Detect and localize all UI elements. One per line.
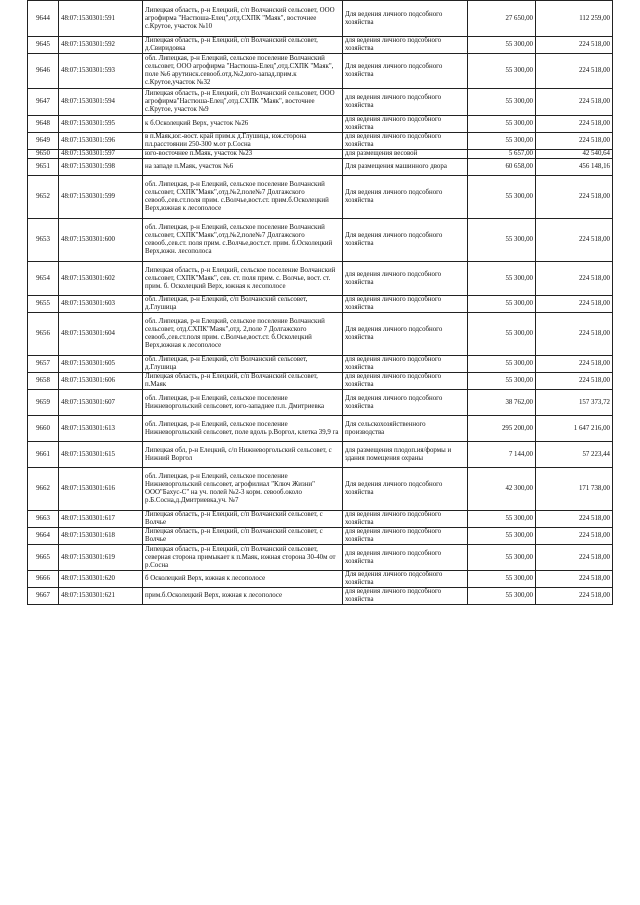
address-cell: обл. Липецкая, р-н Елецкий, сельское поселение Волчанский сельсовет, СХПК"Маяк",отд.№2,поле№7 Долгажского севооб.,сев.ст. поля прим. с.Волчье,вост.ст. прим. б.Осколецкий Верх,южн. лесополоса [143,219,343,262]
cadastral-value-cell: 224 518,00 [536,571,613,588]
permitted-use-cell: для ведения личного подсобного хозяйства [343,296,468,313]
cadastral-number-cell: 48:07:1530301:605 [59,356,143,373]
cadastral-value-cell: 42 540,64 [536,150,613,159]
area-cell: 55 300,00 [468,571,536,588]
cadastral-number-cell: 48:07:1530301:597 [59,150,143,159]
area-cell: 55 300,00 [468,511,536,528]
cadastral-value-cell: 224 518,00 [536,133,613,150]
table-row [28,356,613,373]
area-cell: 42 300,00 [468,468,536,511]
permitted-use-cell: для ведения личного подсобного хозяйства [343,37,468,54]
row-number-cell: 9645 [28,37,59,54]
cadastral-number-cell: 48:07:1530301:620 [59,571,143,588]
cadastral-number-cell: 48:07:1530301:602 [59,262,143,296]
address-cell: Липецкая область, р-н Елецкий, сельское поселение Волчанский сельсовет, СХПК"Маяк", сев. ст. поля прим. с. Волчье, вост. ст. прим. б. Осколецкий Верх, южная к лесополосе [143,262,343,296]
area-cell: 55 300,00 [468,116,536,133]
area-cell: 55 300,00 [468,133,536,150]
row-number-cell: 9663 [28,511,59,528]
table-row [28,176,613,219]
address-cell: на западе п.Маяк, участок №6 [143,159,343,176]
row-number-cell: 9648 [28,116,59,133]
table-row [28,133,613,150]
table-row [28,262,613,296]
permitted-use-cell: Для ведения личного подсобного хозяйства [343,219,468,262]
table-row [28,528,613,545]
area-cell: 55 300,00 [468,588,536,605]
row-number-cell: 9656 [28,313,59,356]
area-cell: 55 300,00 [468,356,536,373]
area-cell: 55 300,00 [468,89,536,116]
row-number-cell: 9664 [28,528,59,545]
cadastral-value-cell: 57 223,44 [536,442,613,468]
cadastral-number-cell: 48:07:1530301:618 [59,528,143,545]
table-row [28,219,613,262]
area-cell: 55 300,00 [468,313,536,356]
table-body [28,1,613,605]
row-number-cell: 9655 [28,296,59,313]
row-number-cell: 9659 [28,390,59,416]
cadastral-value-cell: 224 518,00 [536,37,613,54]
permitted-use-cell: Для ведения личного подсобного хозяйства [343,571,468,588]
area-cell: 5 657,00 [468,150,536,159]
cadastral-number-cell: 48:07:1530301:615 [59,442,143,468]
row-number-cell: 9665 [28,545,59,571]
cadastral-value-cell: 456 148,16 [536,159,613,176]
permitted-use-cell: для ведения личного подсобного хозяйства [343,89,468,116]
address-cell: обл. Липецкая, р-н Елецкий, сельское поселение Нижневоргольский сельсовет, поле вдоль р.Воргол, клетка 39,9 га [143,416,343,442]
row-number-cell: 9653 [28,219,59,262]
address-cell: Липецкая область, р-н Елецкий, с/п Волчанский сельсовет, северная сторона примыкает к п.Маяк, южная сторона 30-40м от р.Сосна [143,545,343,571]
table-row [28,416,613,442]
table-row [28,571,613,588]
cadastral-number-cell: 48:07:1530301:593 [59,54,143,89]
cadastral-number-cell: 48:07:1530301:595 [59,116,143,133]
row-number-cell: 9649 [28,133,59,150]
cadastral-number-cell: 48:07:1530301:621 [59,588,143,605]
row-number-cell: 9662 [28,468,59,511]
permitted-use-cell: для ведения личного подсобного хозяйства [343,133,468,150]
permitted-use-cell: для размещения плодоп.ия/формы и здания помещения охраны [343,442,468,468]
address-cell: к б.Осколецкий Верх, участок №26 [143,116,343,133]
row-number-cell: 9657 [28,356,59,373]
address-cell: Липецкая область, р-н Елецкий, с/п Волчанский сельсовет, ООО агрофирма"Настюша-Елец",отд.СХПК "Маяк", восточнее с.Крутое, участок №9 [143,89,343,116]
permitted-use-cell: Для ведения личного подсобного хозяйства [343,468,468,511]
cadastral-value-cell: 224 518,00 [536,511,613,528]
area-cell: 55 300,00 [468,262,536,296]
area-cell: 60 658,00 [468,159,536,176]
area-cell: 55 300,00 [468,296,536,313]
cadastral-number-cell: 48:07:1530301:603 [59,296,143,313]
cadastral-value-cell: 224 518,00 [536,262,613,296]
cadastral-value-cell: 224 518,00 [536,54,613,89]
cadastral-number-cell: 48:07:1530301:619 [59,545,143,571]
permitted-use-cell: для ведения личного подсобного хозяйства [343,356,468,373]
cadastral-number-cell: 48:07:1530301:599 [59,176,143,219]
row-number-cell: 9651 [28,159,59,176]
area-cell: 55 300,00 [468,54,536,89]
address-cell: Липецкая область, р-н Елецкий, с/п Волчанский сельсовет, ООО агрофирма "Настюша-Елец",отд.СХПК "Маяк", восточнее с.Крутое, участок №10 [143,1,343,37]
address-cell: обл. Липецкая, р-н Елецкий, сельское поселение Нижневоргольский сельсовет, юго-западнее п.п. Дмитриевка [143,390,343,416]
cadastral-number-cell: 48:07:1530301:591 [59,1,143,37]
cadastral-number-cell: 48:07:1530301:613 [59,416,143,442]
permitted-use-cell: для ведения личного подсобного хозяйства [343,528,468,545]
table-row [28,296,613,313]
row-number-cell: 9644 [28,1,59,37]
permitted-use-cell: Для ведения личного подсобного хозяйства [343,313,468,356]
cadastral-number-cell: 48:07:1530301:598 [59,159,143,176]
address-cell: обл. Липецкая, р-н Елецкий, с/п Волчанский сельсовет, д.Глушица [143,356,343,373]
row-number-cell: 9660 [28,416,59,442]
permitted-use-cell: Для ведения личного подсобного хозяйства [343,1,468,37]
cadastral-value-cell: 171 738,00 [536,468,613,511]
cadastral-value-cell: 112 259,00 [536,1,613,37]
table-row [28,54,613,89]
address-cell: юго-восточнее п.Маяк, участок №23 [143,150,343,159]
table-row [28,511,613,528]
permitted-use-cell: для размещения весовой [343,150,468,159]
area-cell: 55 300,00 [468,545,536,571]
area-cell: 55 300,00 [468,219,536,262]
cadastral-number-cell: 48:07:1530301:607 [59,390,143,416]
table-row [28,588,613,605]
permitted-use-cell: Для ведения личного подсобного хозяйства [343,54,468,89]
cadastral-value-cell: 224 518,00 [536,313,613,356]
table-row [28,116,613,133]
cadastral-value-cell: 1 647 216,00 [536,416,613,442]
row-number-cell: 9666 [28,571,59,588]
table-row [28,37,613,54]
address-cell: в п.Маяк,юг.-вост. край прим.к д.Глушица, юж.сторона пл.расстоянии 250-300 м.от р.Сосна [143,133,343,150]
area-cell: 55 300,00 [468,373,536,390]
cadastral-value-cell: 157 373,72 [536,390,613,416]
address-cell: обл. Липецкая, р-н Елецкий, сельское поселение Волчанский сельсовет, ООО агрофирма "Настюша-Елец",отд.СХПК "Маяк", поле №6 арутинск.севооб.отд.№2,юго-запад.прим.к с.Крутое,участок №32 [143,54,343,89]
cadastral-number-cell: 48:07:1530301:616 [59,468,143,511]
row-number-cell: 9658 [28,373,59,390]
document-page [27,0,612,605]
row-number-cell: 9654 [28,262,59,296]
permitted-use-cell: Для сельскохозяйственного производства [343,416,468,442]
row-number-cell: 9661 [28,442,59,468]
area-cell: 55 300,00 [468,176,536,219]
table-row [28,468,613,511]
cadastral-number-cell: 48:07:1530301:617 [59,511,143,528]
address-cell: Липецкая обл, р-н Елецкий, с/п Нижневоргольский сельсовет, с Нижний Воргол [143,442,343,468]
cadastral-value-cell: 224 518,00 [536,116,613,133]
row-number-cell: 9650 [28,150,59,159]
cadastral-value-cell: 224 518,00 [536,373,613,390]
permitted-use-cell: для ведения личного подсобного хозяйства [343,545,468,571]
permitted-use-cell: для ведения личного подсобного хозяйства [343,373,468,390]
cadastral-value-cell: 224 518,00 [536,528,613,545]
area-cell: 38 762,00 [468,390,536,416]
table-row [28,1,613,37]
cadastral-value-cell: 224 518,00 [536,176,613,219]
area-cell: 27 650,00 [468,1,536,37]
permitted-use-cell: для ведения личного подсобного хозяйства [343,511,468,528]
permitted-use-cell: для ведения личного подсобного хозяйства [343,588,468,605]
row-number-cell: 9667 [28,588,59,605]
address-cell: Липецкая область, р-н Елецкий, с/п Волчанский сельсовет, п.Маяк [143,373,343,390]
area-cell: 55 300,00 [468,528,536,545]
address-cell: Липецкая область, р-н Елецкий, с/п Волчанский сельсовет, с Волчье [143,528,343,545]
row-number-cell: 9646 [28,54,59,89]
cadastral-number-cell: 48:07:1530301:592 [59,37,143,54]
row-number-cell: 9652 [28,176,59,219]
cadastral-number-cell: 48:07:1530301:596 [59,133,143,150]
permitted-use-cell: для ведения личного подсобного хозяйства [343,262,468,296]
cadastral-number-cell: 48:07:1530301:594 [59,89,143,116]
cadastral-value-cell: 224 518,00 [536,545,613,571]
cadastral-value-cell: 224 518,00 [536,219,613,262]
cadastral-value-cell: 224 518,00 [536,89,613,116]
cadastral-value-cell: 224 518,00 [536,296,613,313]
address-cell: прим.б.Осколецкий Верх, южная к лесополосе [143,588,343,605]
address-cell: б Осколецкий Верх, южная к лесополосе [143,571,343,588]
permitted-use-cell: Для ведения личного подсобного хозяйства [343,390,468,416]
area-cell: 55 300,00 [468,37,536,54]
address-cell: обл. Липецкая, р-н Елецкий, сельское поселение Нижневоргольский сельсовет, агрофилиал "Ключ Жизни" ООО"Бахус-С" на уч. полей №2-3 корм. севооб.около р.Б.Сосна,д.Дмитриевка,уч. №7 [143,468,343,511]
table-row [28,89,613,116]
table-row [28,159,613,176]
cadastral-value-cell: 224 518,00 [536,356,613,373]
table-row [28,442,613,468]
land-plots-table [27,0,613,605]
table-row [28,390,613,416]
area-cell: 295 200,00 [468,416,536,442]
table-row [28,373,613,390]
table-row [28,313,613,356]
address-cell: обл. Липецкая, р-н Елецкий, сельское поселение Волчанский сельсовет, отд.СХПК"Маяк",отд. 2,поле 7 Долгажского севооб.,сев.ст.поля прим. с.Волчье,вост.ст. б.Осколецкий Верх,южная к лесополосе [143,313,343,356]
cadastral-value-cell: 224 518,00 [536,588,613,605]
cadastral-number-cell: 48:07:1530301:604 [59,313,143,356]
permitted-use-cell: Для размещения машинного двора [343,159,468,176]
permitted-use-cell: Для ведения личного подсобного хозяйства [343,176,468,219]
permitted-use-cell: для ведения личного подсобного хозяйства [343,116,468,133]
address-cell: обл. Липецкая, р-н Елецкий, сельское поселение Волчанский сельсовет, СХПК"Маяк",отд.№2,поле№7 Долгажского севооб.,сев.ст.поля прим. с.Волчье,вост.ст. прим.б.Осколецкий Верх,южная к лесополосе [143,176,343,219]
table-row [28,545,613,571]
address-cell: обл. Липецкая, р-н Елецкий, с/п Волчанский сельсовет, д.Глушица [143,296,343,313]
area-cell: 7 144,00 [468,442,536,468]
cadastral-number-cell: 48:07:1530301:600 [59,219,143,262]
address-cell: Липецкая область, р-н Елецкий, с/п Волчанский сельсовет, д.Свиридовка [143,37,343,54]
table-row [28,150,613,159]
address-cell: Липецкая область, р-н Елецкий, с/п Волчанский сельсовет, с Волчье [143,511,343,528]
cadastral-number-cell: 48:07:1530301:606 [59,373,143,390]
row-number-cell: 9647 [28,89,59,116]
